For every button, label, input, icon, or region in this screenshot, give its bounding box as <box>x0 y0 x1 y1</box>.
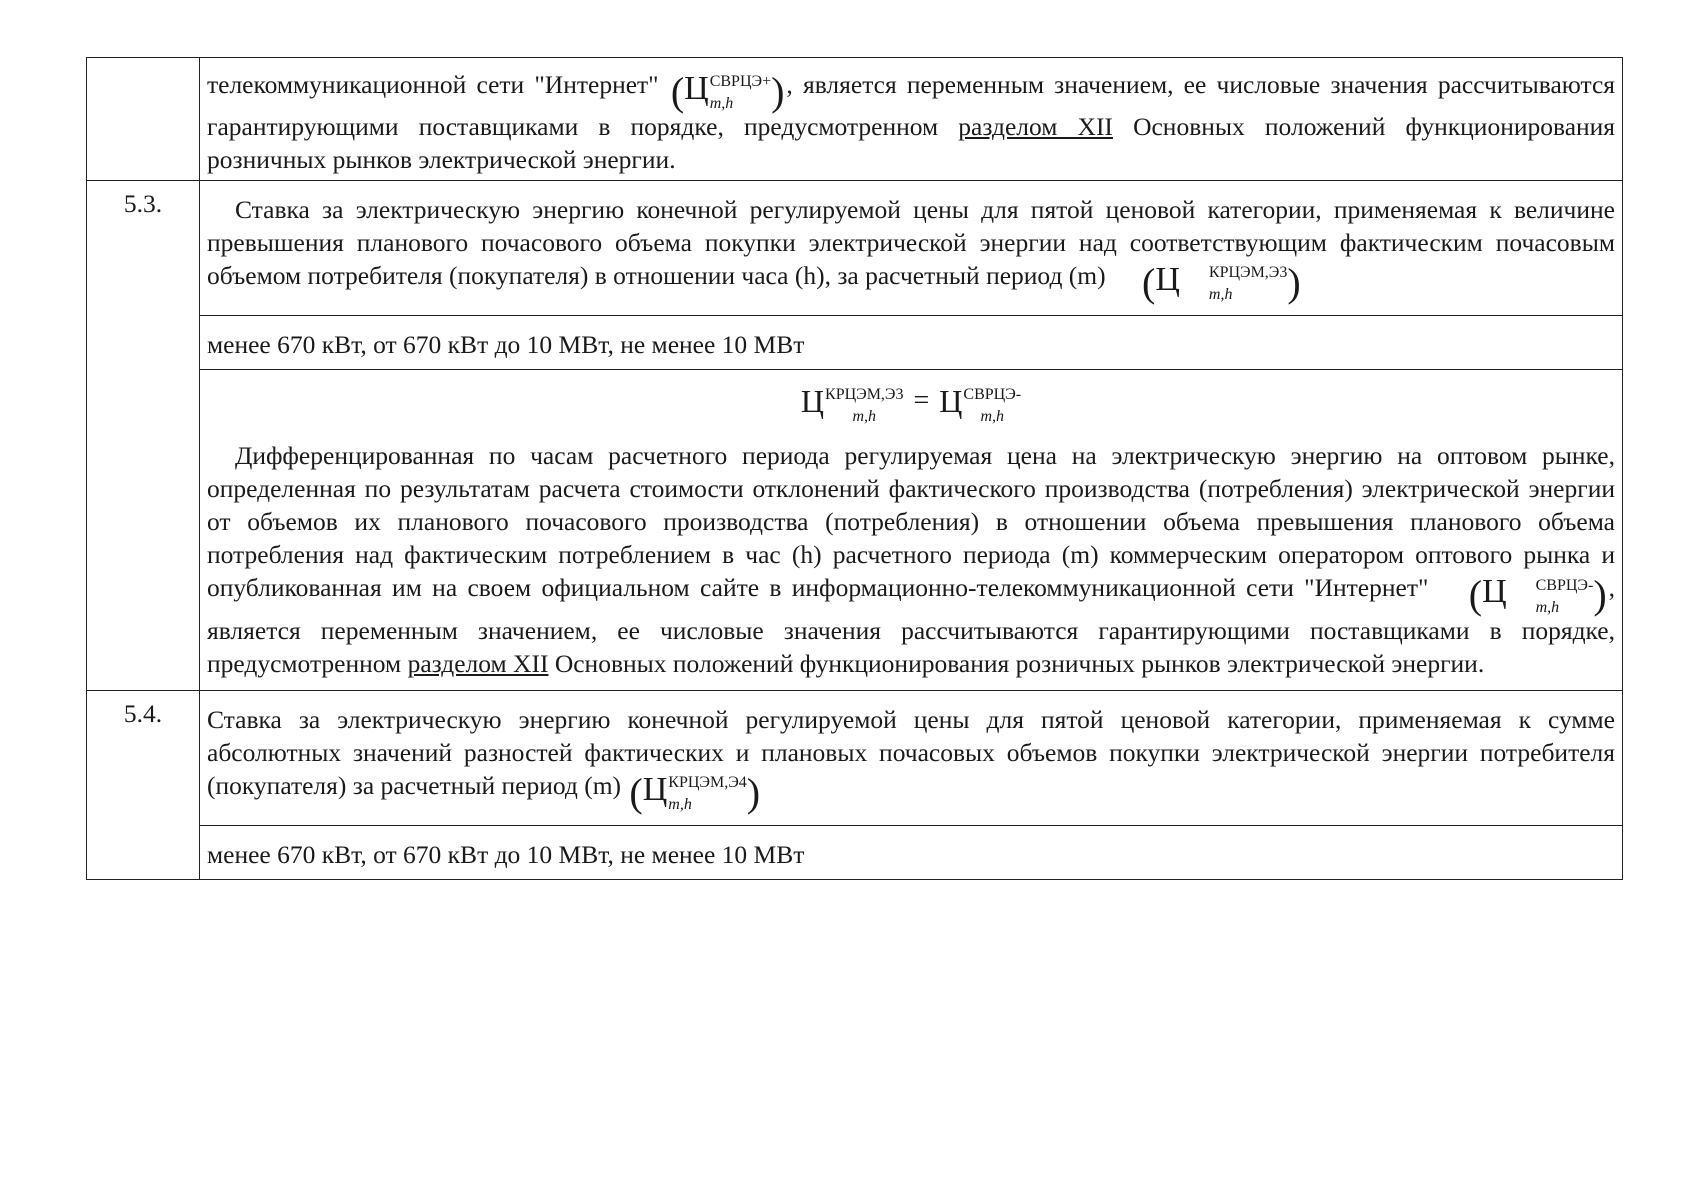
eq-left-subscript: m,h <box>852 408 877 426</box>
content-cell <box>200 181 1623 689</box>
text-segment: Ставка за электрическую энергию конечной регулируемой цены для пятой ценовой категории, применяемая к сумме абсолютных значений разностей фактических и плановых почасовых объемов покупки электрической энергии потребителя (покупателя) за расчетный период (m) <box>207 704 1615 800</box>
text-segment: телекоммуникационной сети "Интернет" <box>207 70 659 99</box>
eq-left-superscript: КРЦЭМ,Э3 <box>825 386 904 404</box>
eq-right-subscript: m,h <box>980 408 1005 426</box>
row-number: 5.3. <box>86 181 200 689</box>
formula-svrce-minus: (Ц СВРЦЭ- m,h ) <box>1468 572 1607 618</box>
text-segment: Основных положений функционирования розничных рынков электрической энергии. <box>207 112 1616 175</box>
text-segment: , является переменным значением, ее числовые значения рассчитываются гарантирующими поставщиками в порядке, предусмотренном <box>207 70 1616 142</box>
rate-description <box>200 181 1622 316</box>
eq-left-symbol: Ц <box>800 383 825 420</box>
equation <box>207 376 1615 439</box>
capacity-range: менее 670 кВт, от 670 кВт до 10 МВт, не менее 10 МВт <box>200 316 1622 370</box>
continuation-paragraph <box>200 58 1622 180</box>
formula-subscript: m,h <box>709 95 734 113</box>
formula-svrce-plus: (Ц СВРЦЭ+ m,h ) <box>670 69 785 114</box>
formula-symbol: Ц <box>684 70 709 107</box>
formula-symbol: Ц <box>642 770 668 808</box>
formula-superscript: КРЦЭМ,Э4 <box>668 773 747 791</box>
formula-subscript: m,h <box>1535 598 1560 616</box>
row-number: 5.4. <box>86 691 200 879</box>
row-number-empty <box>86 58 200 180</box>
formula-krcem-e3: (Ц КРЦЭМ,Э3 m,h ) <box>1142 260 1301 306</box>
content-cell <box>200 691 1623 879</box>
formula-superscript: КРЦЭМ,Э3 <box>1208 264 1288 282</box>
rate-description <box>200 691 1622 826</box>
text-segment: , является переменным значением, ее числовые значения рассчитываются гарантирующими поставщиками в порядке, предусмотренном <box>207 573 1616 678</box>
formula-block <box>200 370 1622 689</box>
capacity-range: менее 670 кВт, от 670 кВт до 10 МВт, не менее 10 МВт <box>207 839 805 869</box>
document-table <box>86 57 1623 880</box>
section-link[interactable]: разделом XII <box>407 648 549 678</box>
price-description <box>207 439 1615 685</box>
eq-right-symbol: Ц <box>939 383 963 420</box>
text-segment: Основных положений функционирования розничных рынков электрической энергии. <box>554 648 1485 678</box>
formula-symbol: Ц <box>1155 261 1180 299</box>
formula-subscript: m,h <box>668 795 692 813</box>
text-segment: Ставка за электрическую энергию конечной регулируемой цены для пятой ценовой категории, применяемая к величине превышения планового почасового объема покупки электрической энергии над соответствующим фактическим почасовым объемом потребителя (покупателя) в отношении часа (h), за расчетный период (m) <box>207 195 1615 291</box>
formula-krcem-e4: (Ц КРЦЭМ,Э4 m,h ) <box>629 769 761 815</box>
formula-superscript: СВРЦЭ- <box>1535 576 1594 594</box>
section-link[interactable]: разделом XII <box>958 112 1113 142</box>
eq-sign: = <box>913 385 930 417</box>
formula-symbol: Ц <box>1482 573 1507 611</box>
table-row-5-4 <box>86 691 1623 880</box>
text-segment: Дифференцированная по часам расчетного периода регулируемая цена на электрическую энергию на оптовом рынке, определенная по результатам расчета стоимости отклонений фактического производства (потребления) электрической энергии от объемов их планового почасового производства (потребления) в отношении объема превышения планового объема потребления над фактическим потреблением в час (h) расчетного периода (m) коммерческим оператором оптового рынка и опубликованная им на своем официальном сайте в информационно-телекоммуникационной сети "Интернет" <box>207 441 1615 603</box>
formula-subscript: m,h <box>1208 286 1233 304</box>
content-cell <box>200 58 1623 180</box>
table-row-continuation <box>86 57 1623 181</box>
eq-right-superscript: СВРЦЭ- <box>963 386 1022 404</box>
table-row-5-3 <box>86 181 1623 690</box>
formula-superscript: СВРЦЭ+ <box>709 73 772 91</box>
